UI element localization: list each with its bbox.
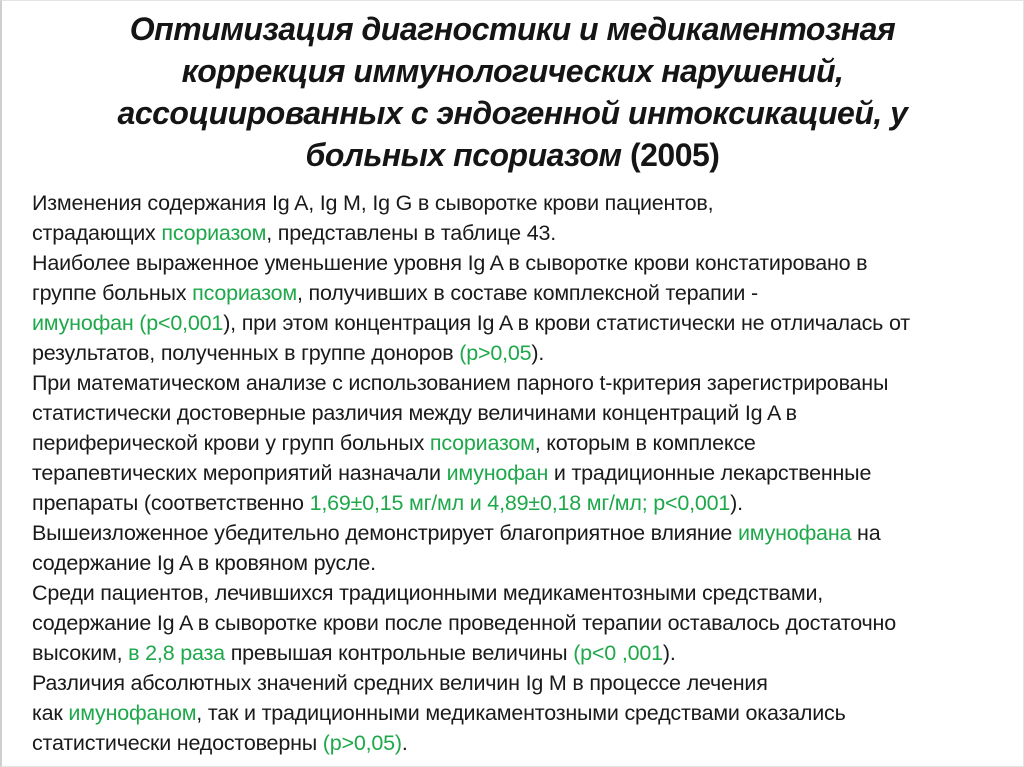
text-line bbox=[32, 428, 995, 458]
highlighted-term: псориазом bbox=[192, 281, 297, 305]
text-segment: ассоциированных с эндогенной интоксикацией, у bbox=[117, 95, 908, 131]
text-segment: Среди пациентов, лечившихся традиционными медикаментозными средствами, bbox=[32, 581, 824, 605]
text-line bbox=[32, 368, 995, 398]
highlighted-term: псориазом bbox=[429, 431, 535, 455]
highlighted-term: имунофана bbox=[737, 521, 852, 545]
text-segment: содержание Ig A в кровяном русле. bbox=[32, 551, 376, 575]
text-line bbox=[32, 518, 995, 548]
text-line bbox=[32, 248, 995, 278]
highlighted-term: (р>0,05 bbox=[459, 341, 532, 365]
text-line bbox=[32, 308, 995, 338]
text-segment: содержание Ig A в сыворотке крови после проведенной терапии оставалось достаточно bbox=[32, 611, 896, 635]
text-line bbox=[32, 608, 995, 638]
text-segment: ), при этом концентрация Ig A в крови статистически не отличалась от bbox=[223, 311, 910, 335]
highlighted-term: имунофаном bbox=[68, 701, 197, 725]
text-line bbox=[32, 218, 995, 248]
text-line bbox=[32, 338, 995, 368]
highlighted-term: псориазом bbox=[161, 221, 267, 245]
text-segment: , получивших в составе комплексной терапии - bbox=[296, 281, 758, 305]
text-segment: Вышеизложенное убедительно демонстрирует благоприятное влияние bbox=[32, 521, 738, 545]
highlighted-term: имунофан bbox=[446, 461, 549, 485]
text-line bbox=[2, 8, 1023, 50]
text-segment: (2005) bbox=[629, 137, 720, 173]
text-segment: Наиболее выраженное уменьшение уровня Ig A в сыворотке крови констатировано в bbox=[32, 251, 868, 275]
text-segment: превышая контрольные величины bbox=[224, 641, 574, 665]
slide-body-text bbox=[32, 188, 995, 758]
text-line bbox=[32, 668, 995, 698]
text-segment: , которым в комплексе bbox=[534, 431, 756, 455]
text-line bbox=[32, 278, 995, 308]
text-segment: терапевтических мероприятий назначали bbox=[32, 461, 447, 485]
slide-title bbox=[2, 8, 1023, 176]
text-line bbox=[32, 398, 995, 428]
text-segment: , так и традиционными медикаментозными средствами оказались bbox=[196, 701, 846, 725]
text-segment: . bbox=[401, 731, 408, 755]
text-line bbox=[32, 698, 995, 728]
text-segment: страдающих bbox=[32, 221, 162, 245]
text-line bbox=[2, 92, 1023, 134]
text-line bbox=[32, 578, 995, 608]
text-segment: препараты (соответственно bbox=[32, 491, 310, 515]
text-segment: статистически достоверные различия между величинами концентраций Ig A в bbox=[32, 401, 797, 425]
text-line bbox=[32, 488, 995, 518]
text-segment: Изменения содержания Ig A, Ig M, Ig G в сыворотке крови пациентов, bbox=[32, 191, 714, 215]
text-line bbox=[2, 134, 1023, 176]
text-segment: результатов, полученных в группе доноров bbox=[32, 341, 460, 365]
text-line bbox=[32, 188, 995, 218]
text-line bbox=[32, 458, 995, 488]
text-segment: ). bbox=[662, 641, 676, 665]
text-segment: Оптимизация диагностики и медикаментозная bbox=[129, 11, 896, 47]
highlighted-term: 1,69±0,15 мг/мл и 4,89±0,18 мг/мл; р<0,001 bbox=[309, 491, 731, 515]
text-segment: Различия абсолютных значений средних величин Ig M в процессе лечения bbox=[32, 671, 768, 695]
text-segment: как bbox=[32, 701, 69, 725]
text-segment: группе больных bbox=[32, 281, 193, 305]
text-segment: коррекция иммунологических нарушений, bbox=[181, 53, 844, 89]
text-segment: ). bbox=[531, 341, 545, 365]
text-segment: периферической крови у групп больных bbox=[32, 431, 430, 455]
text-segment: При математическом анализе с использованием парного t-критерия зарегистрированы bbox=[32, 371, 889, 395]
text-segment: и традиционные лекарственные bbox=[548, 461, 872, 485]
highlighted-term: (р>0,05) bbox=[322, 731, 402, 755]
highlighted-term: имунофан (р<0,001 bbox=[32, 311, 224, 335]
highlighted-term: в 2,8 раза bbox=[128, 641, 225, 665]
text-line bbox=[32, 728, 995, 758]
text-segment: ). bbox=[730, 491, 743, 515]
text-line bbox=[2, 50, 1023, 92]
text-segment: , представлены в таблице 43. bbox=[266, 221, 556, 245]
text-segment: высоким, bbox=[32, 641, 129, 665]
text-segment: больных псориазом bbox=[305, 137, 630, 173]
text-segment: статистически недостоверны bbox=[32, 731, 323, 755]
text-segment: на bbox=[851, 521, 881, 545]
text-line bbox=[32, 548, 995, 578]
text-line bbox=[32, 638, 995, 668]
highlighted-term: (р<0 ,001 bbox=[573, 641, 663, 665]
